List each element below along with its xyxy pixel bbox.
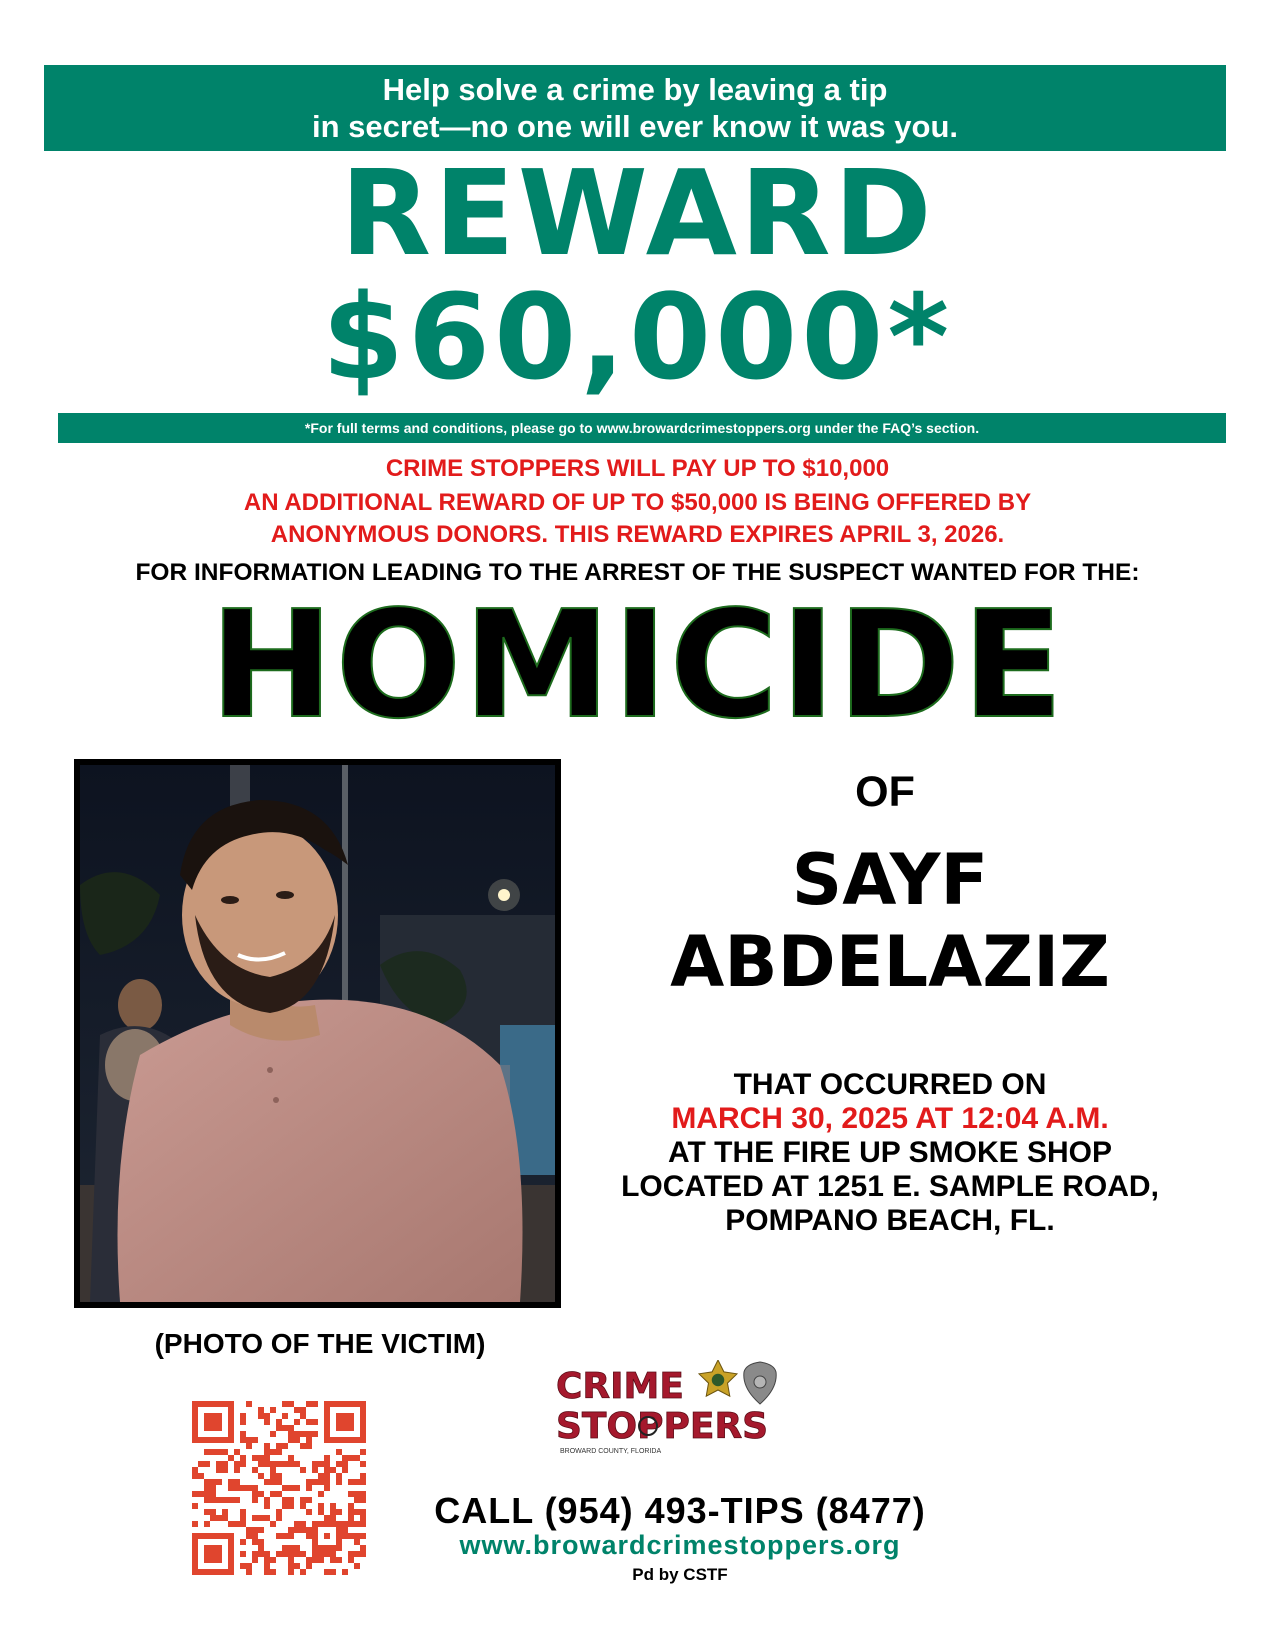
- reward-amount: $60,000*: [321, 268, 954, 406]
- crime-stoppers-logo: [548, 1360, 798, 1460]
- call-tips-line: CALL (954) 493-TIPS (8477): [434, 1490, 926, 1531]
- incident-location: AT THE FIRE UP SMOKE SHOP: [668, 1136, 1112, 1169]
- terms-text: *For full terms and conditions, please go to www.browardcrimestoppers.org under the FAQ’s section.: [304, 420, 980, 436]
- tip-banner-line-1: Help solve a crime by leaving a tip: [382, 72, 888, 107]
- logo-word-crime: CRIME: [556, 1366, 684, 1407]
- qr-code-graphic: [192, 1401, 366, 1575]
- police-shield-badge-icon: [744, 1362, 776, 1404]
- website-link[interactable]: www.browardcrimestoppers.org: [459, 1530, 901, 1560]
- tip-banner: [44, 65, 1226, 151]
- of-label: OF: [855, 768, 915, 816]
- victim-photo-illustration: [80, 765, 555, 1302]
- photo-caption: (PHOTO OF THE VICTIM): [154, 1328, 486, 1359]
- offer-line-1: CRIME STOPPERS WILL PAY UP TO $10,000: [385, 455, 890, 482]
- terms-banner: [58, 413, 1226, 443]
- incident-line-1: THAT OCCURRED ON: [733, 1068, 1047, 1101]
- offer-line-2: AN ADDITIONAL REWARD OF UP TO $50,000 IS BEING OFFERED BY: [243, 489, 1032, 516]
- incident-city: POMPANO BEACH, FL.: [725, 1204, 1055, 1237]
- paid-by-line: Pd by CSTF: [632, 1565, 728, 1584]
- incident-address: LOCATED AT 1251 E. SAMPLE ROAD,: [621, 1170, 1159, 1203]
- logo-word-stoppers: STOPPERS: [556, 1406, 769, 1447]
- crime-title: HOMICIDE: [209, 579, 1066, 751]
- qr-code-icon[interactable]: [192, 1401, 366, 1575]
- info-line: FOR INFORMATION LEADING TO THE ARREST OF THE SUSPECT WANTED FOR THE:: [135, 559, 1140, 586]
- sheriff-star-badge-icon: [699, 1360, 737, 1396]
- crime-stoppers-logo-graphic: [548, 1360, 798, 1460]
- tip-banner-line-2: in secret—no one will ever know it was you.: [311, 109, 958, 144]
- victim-first-name: SAYF: [791, 839, 989, 921]
- victim-last-name: ABDELAZIZ: [670, 921, 1110, 1003]
- incident-date-time: MARCH 30, 2025 AT 12:04 A.M.: [671, 1102, 1109, 1135]
- reward-title: REWARD: [340, 144, 935, 282]
- victim-photo: [74, 759, 561, 1308]
- logo-subtitle: BROWARD COUNTY, FLORIDA: [560, 1448, 662, 1455]
- offer-line-3: ANONYMOUS DONORS. THIS REWARD EXPIRES APRIL 3, 2026.: [270, 521, 1005, 548]
